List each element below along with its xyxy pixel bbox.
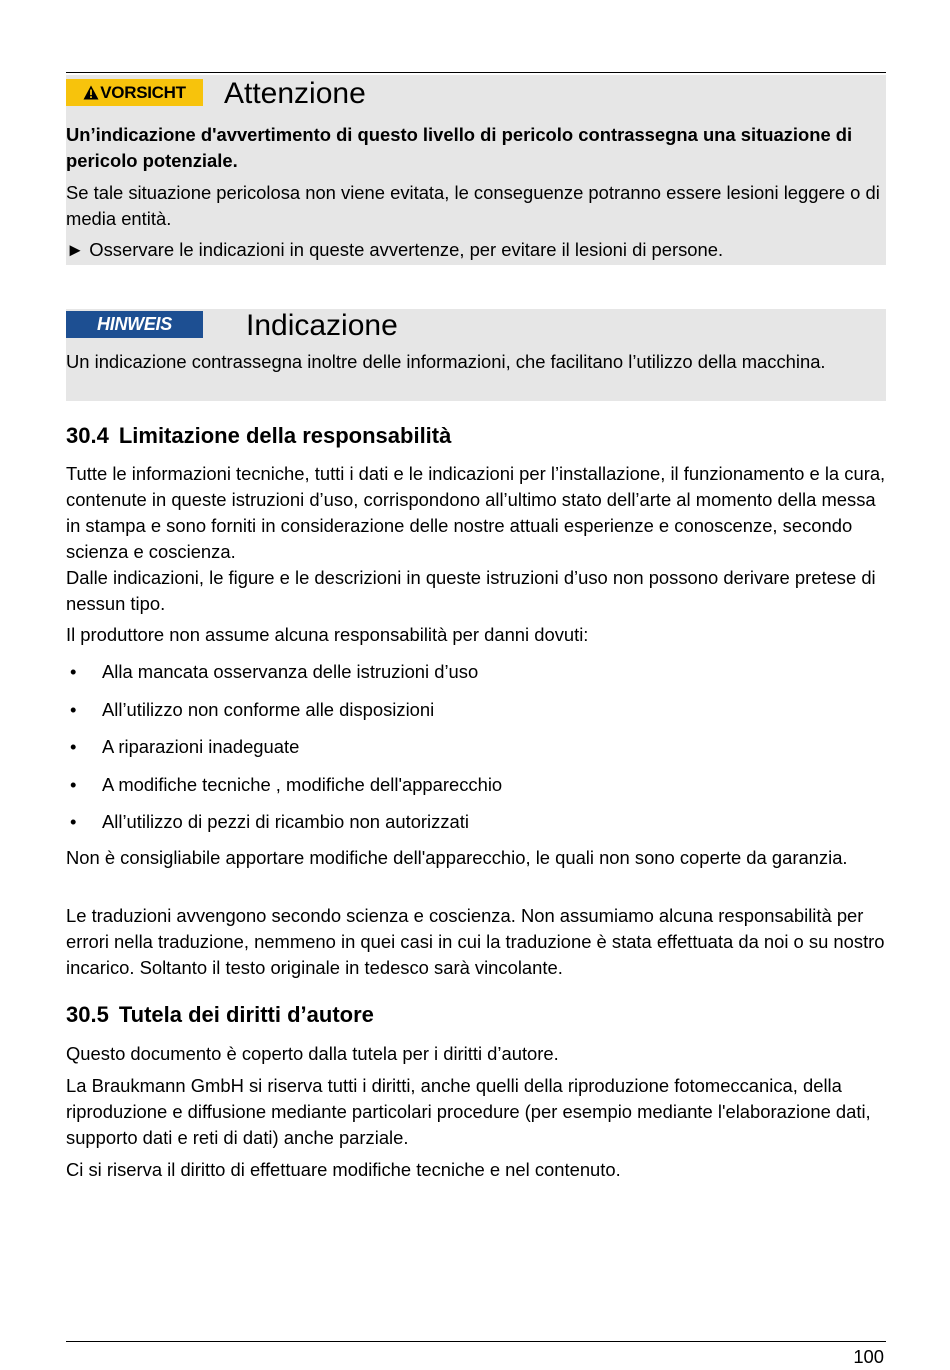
list-item-text: Alla mancata osservanza delle istruzioni d’uso: [102, 661, 479, 682]
list-bullet: •: [70, 736, 77, 757]
section-30-4-number: 30.4: [66, 423, 109, 448]
list-item-text: All’utilizzo di pezzi di ricambio non autorizzati: [102, 811, 469, 832]
section-30-5-number: 30.5: [66, 1002, 109, 1027]
section-30-5-paragraph-3: Ci si riserva il diritto di effettuare modifiche tecniche e nel contenuto.: [66, 1159, 621, 1180]
list-item: [66, 734, 886, 772]
list-item: [66, 697, 886, 735]
list-item-text: A modifiche tecniche , modifiche dell'apparecchio: [102, 773, 503, 795]
page-number: 100: [853, 1346, 884, 1367]
list-bullet: •: [70, 661, 77, 682]
list-item: [66, 659, 886, 697]
vorsicht-signal-word: VORSICHT: [100, 82, 186, 102]
liability-list: [66, 659, 886, 847]
list-bullet: •: [70, 698, 77, 720]
hinweis-signal-label: [66, 311, 203, 338]
section-30-4-paragraph-5: Le traduzioni avvengono secondo scienza e coscienza. Non assumiamo alcuna responsabilità per errori nella traduzione, nemmeno in quei casi in cui la traduzione è stata effettuata da noi o su nostro incarico. Soltanto il testo originale in tedesco sarà vincolante.: [66, 905, 885, 978]
document-page: [66, 0, 886, 1370]
section-30-5-paragraph-2: La Braukmann GmbH si riserva tutti i diritti, anche quelli della riproduzione fotomeccanica, della riproduzione e diffusione mediante particolari procedure (per esempio mediante l'elaborazione dati, supporto dati e reti di dati) anche parziale.: [66, 1075, 871, 1148]
hint-text: Un indicazione contrassegna inoltre delle informazioni, che facilitano l’utilizzo della macchina.: [66, 351, 826, 372]
caution-action: ► Osservare le indicazioni in queste avvertenze, per evitare il lesioni di persone.: [66, 239, 724, 260]
bottom-rule: [66, 1341, 886, 1342]
section-30-4-heading: [66, 423, 451, 449]
section-30-4-paragraph-4: Non è consigliabile apportare modifiche dell'apparecchio, le quali non sono coperte da garanzia.: [66, 847, 848, 868]
list-item-text: All’utilizzo non conforme alle disposizioni: [102, 698, 435, 720]
hint-title: Indicazione: [246, 309, 398, 342]
list-bullet: •: [70, 773, 77, 795]
caution-notice: [66, 75, 886, 265]
vorsicht-signal-label: [66, 79, 203, 106]
hinweis-signal-word: HINWEIS: [97, 314, 172, 334]
caution-title: Attenzione: [224, 77, 366, 110]
list-item: [66, 772, 886, 810]
section-30-5-title: Tutela dei diritti d’autore: [118, 1002, 374, 1027]
list-item-text: A riparazioni inadeguate: [102, 736, 300, 757]
section-30-4-paragraph-3: Il produttore non assume alcuna responsabilità per danni dovuti:: [66, 624, 589, 645]
section-30-4-title: Limitazione della responsabilità: [118, 423, 452, 448]
warning-triangle-icon: [83, 85, 99, 100]
section-30-5-paragraph-1: Questo documento è coperto dalla tutela per i diritti d’autore.: [66, 1043, 559, 1064]
top-rule: [66, 72, 886, 73]
caution-bold-text: Un’indicazione d'avvertimento di questo livello di pericolo contrassegna una situazione di pericolo potenziale.: [66, 124, 853, 171]
hint-notice: [66, 309, 886, 401]
list-bullet: •: [70, 811, 77, 832]
caution-consequence: Se tale situazione pericolosa non viene evitata, le conseguenze potranno essere lesioni leggere o di media entità.: [66, 182, 880, 229]
section-30-4-paragraph-2: Dalle indicazioni, le figure e le descrizioni in queste istruzioni d’uso non possono derivare pretese di nessun tipo.: [66, 567, 876, 614]
section-30-4-paragraph-1: Tutte le informazioni tecniche, tutti i dati e le indicazioni per l’installazione, il funzionamento e la cura, contenute in queste istruzioni d’uso, corrispondono all’ultimo stato dell’arte al momento della messa in stampa e sono forniti in considerazione delle nostre attuali esperienze e conoscenze, secondo scienza e coscienza.: [66, 463, 886, 562]
list-item: [66, 809, 886, 847]
section-30-5-heading: [66, 1002, 374, 1028]
